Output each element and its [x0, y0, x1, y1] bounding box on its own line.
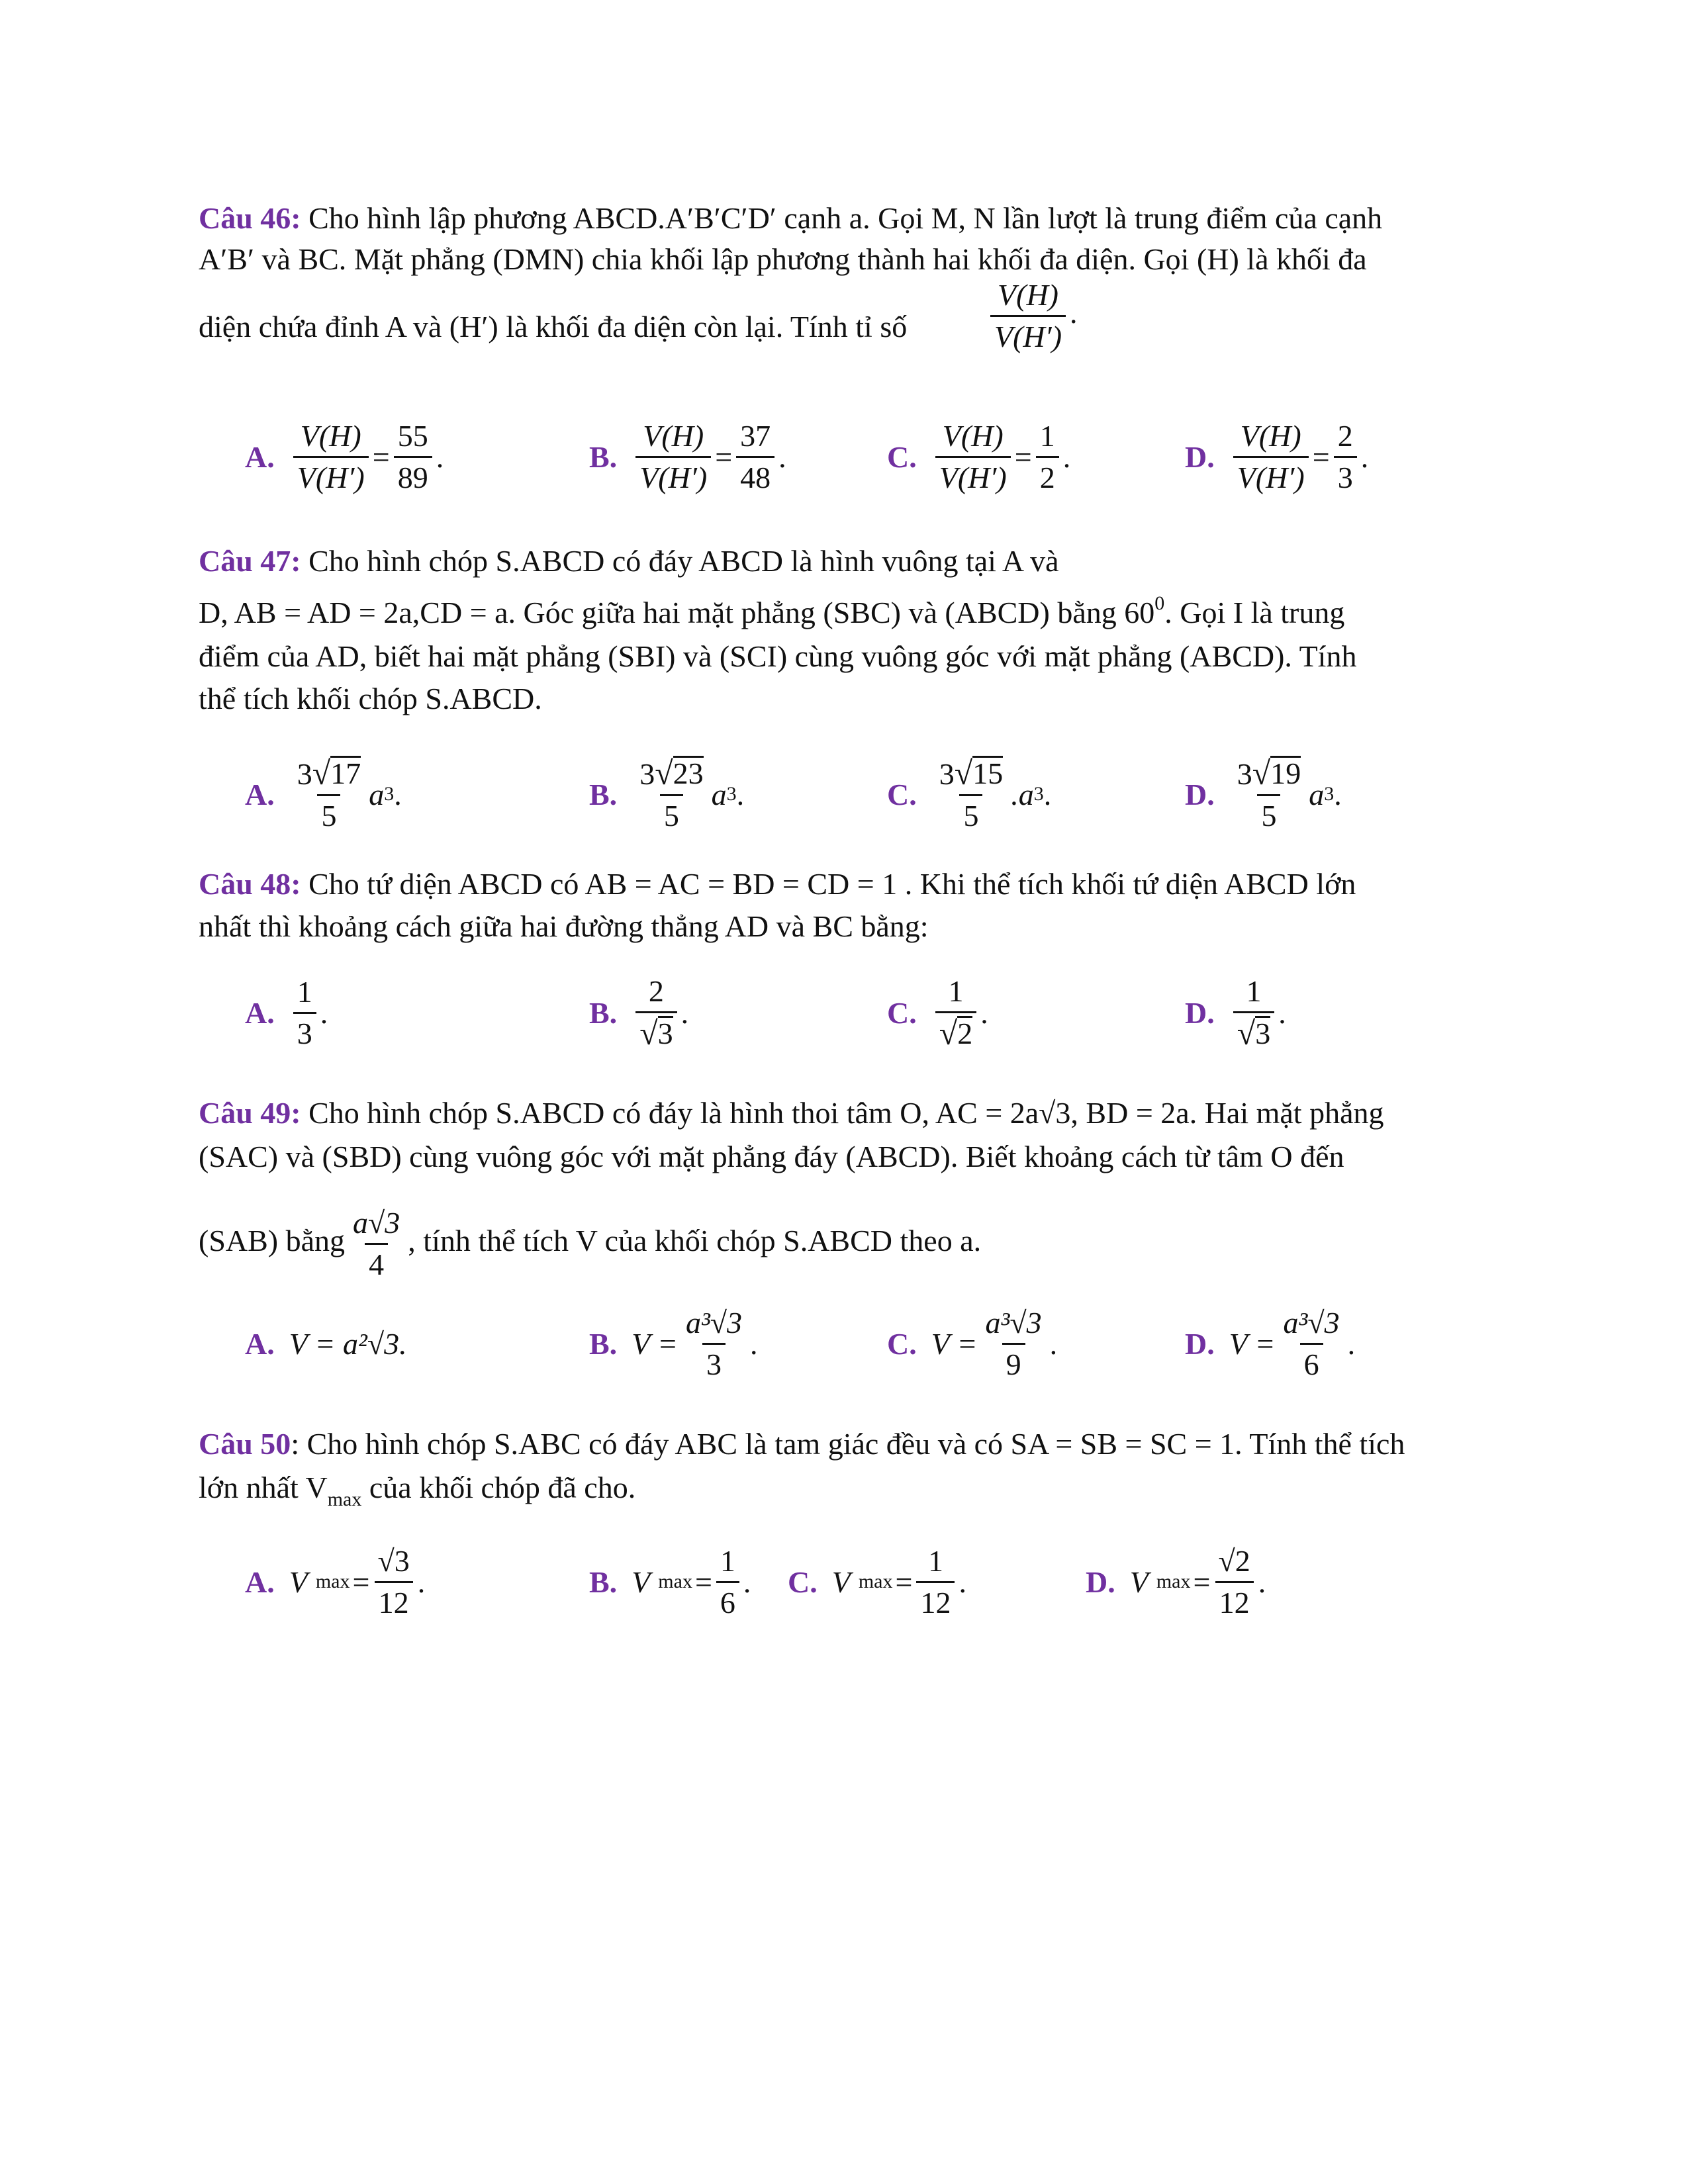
q50-option-d[interactable]: D. V max = $\frac{√2}{12}$ .	[1086, 1543, 1266, 1619]
root: 19	[1270, 756, 1301, 790]
q47-text3: điểm của AD, biết hai mặt phẳng (SBI) và (SCI) cùng vuông góc với mặt phẳng (ABCD). Tính	[199, 639, 1357, 673]
option-letter: A.	[245, 995, 275, 1030]
q49-text3b: , tính thể tích V của khối chóp S.ABCD theo a.	[408, 1224, 982, 1258]
option-letter: B.	[589, 777, 618, 811]
lhs-num: V(H)	[643, 418, 704, 453]
root: 17	[330, 756, 361, 790]
q50-option-b[interactable]: B. V max = $\frac{1}{6}$ .	[589, 1543, 751, 1619]
q50-text1: : Cho hình chóp S.ABC có đáy ABC là tam giác đều và có SA = SB = SC = 1. Tính thể tích	[291, 1427, 1405, 1461]
lhs-den: V(H′)	[1233, 456, 1309, 495]
q47-degree-sup: 0	[1154, 592, 1165, 614]
q47-line3	[199, 637, 1356, 676]
q46-option-c[interactable]: C. $\frac{V(H)}{V(H')}$ = $\frac{1}{2}$ .	[887, 418, 1071, 494]
rhs-num: 37	[740, 418, 771, 453]
num: 1	[720, 1543, 735, 1578]
q47-text4: thể tích khối chóp S.ABCD.	[199, 682, 542, 715]
num: 1	[948, 974, 964, 1008]
option-letter: C.	[887, 1326, 917, 1361]
q48-text1: Cho tứ diện ABCD có AB = AC = BD = CD = 1 . Khi thể tích khối tứ diện ABCD lớn	[301, 867, 1356, 901]
den: 3	[702, 1343, 726, 1382]
den: 5	[959, 794, 982, 833]
option-letter: A.	[245, 777, 275, 811]
q46-ratio: $\frac{V(H)}{V(H')}$ .	[986, 278, 1078, 354]
q50-option-c[interactable]: C. V max = $\frac{1}{12}$ .	[788, 1543, 966, 1619]
q47-option-c[interactable]: C. 3 √ 15 5 .a 3 .	[887, 754, 1052, 833]
q46-label: Câu 46:	[199, 201, 301, 235]
q46-text1: Cho hình lập phương ABCD.A′B′C′D′ cạnh a. Gọi M, N lần lượt là trung điểm của cạnh	[301, 201, 1383, 235]
lhs-den: V(H′)	[293, 456, 369, 495]
option-letter: A.	[245, 1565, 275, 1599]
q49-frac-num: a√3	[353, 1206, 400, 1240]
q49-option-c[interactable]: C. V = $\frac{\text{a³√3}}{9}$ .	[887, 1305, 1058, 1381]
q47-line1	[199, 541, 1059, 581]
q49-text3a: (SAB) bằng	[199, 1224, 346, 1258]
option-letter: A.	[245, 439, 275, 474]
q50-text2a: lớn nhất V	[199, 1471, 328, 1504]
coef: 3	[1237, 756, 1252, 791]
q49-label: Câu 49:	[199, 1096, 301, 1130]
num: 1	[1246, 974, 1262, 1008]
option-letter: D.	[1185, 995, 1215, 1030]
q49-option-d[interactable]: D. V = $\frac{\text{a³√3}}{6}$ .	[1185, 1305, 1356, 1381]
num: 1	[927, 1543, 943, 1578]
lhs-num: V(H)	[1240, 418, 1301, 453]
option-letter: D.	[1185, 1326, 1215, 1361]
q46-line1	[199, 199, 1382, 238]
q49-option-a[interactable]	[245, 1297, 407, 1390]
q48-option-b[interactable]: B. 2 √ 3 .	[589, 974, 689, 1052]
root: 15	[972, 756, 1004, 790]
lhs-num: V(H)	[942, 418, 1004, 453]
num: 1	[297, 974, 312, 1009]
q49-line2	[199, 1137, 1344, 1177]
q49-text1: Cho hình chóp S.ABCD có đáy là hình thoi tâm O, AC = 2a√3, BD = 2a. Hai mặt phẳng	[301, 1096, 1384, 1130]
q47-option-b[interactable]: B. 3 √ 23 5 a 3 .	[589, 754, 745, 833]
q47-option-a[interactable]: A. 3 √ 17 5 a 3 .	[245, 754, 402, 833]
option-letter: B.	[589, 995, 618, 1030]
end: .	[1043, 777, 1052, 811]
q48-option-d[interactable]: D. 1 √ 3 .	[1185, 974, 1286, 1052]
q48-option-c[interactable]: C. 1 √ 2 .	[887, 974, 988, 1052]
coef: 3	[297, 756, 312, 791]
num: √2	[1218, 1543, 1250, 1578]
prefix: V	[831, 1565, 851, 1599]
q47-option-d[interactable]: D. 3 √ 19 5 a 3 .	[1185, 754, 1342, 833]
den: 12	[375, 1581, 413, 1620]
den: 6	[716, 1581, 739, 1620]
option-letter: B.	[589, 1565, 618, 1599]
end: .	[1334, 777, 1342, 811]
rhs-den: 3	[1334, 456, 1357, 495]
option-letter: C.	[887, 439, 917, 474]
q46-line3	[199, 307, 907, 347]
tail: .a	[1011, 777, 1034, 811]
q50-option-a[interactable]: A. V max = $\frac{√3}{12}$ .	[245, 1543, 426, 1619]
rhs-num: 55	[397, 418, 428, 453]
end: .	[736, 777, 745, 811]
q46-ratio-den: V(H′)	[990, 315, 1066, 354]
q46-option-a[interactable]: A. $\frac{V(H)}{V(H')}$ = $\frac{55}{89}$ .	[245, 418, 444, 494]
q46-line2	[199, 240, 1367, 279]
q47-label: Câu 47:	[199, 544, 301, 578]
prefix: V =	[931, 1326, 978, 1361]
root: 23	[673, 756, 704, 790]
den: 6	[1300, 1343, 1323, 1382]
q48-line1	[199, 864, 1356, 904]
option-letter: C.	[887, 777, 917, 811]
q46-text2: A′B′ và BC. Mặt phẳng (DMN) chia khối lập phương thành hai khối đa diện. Gọi (H) là khối đa	[199, 242, 1367, 276]
den: 2	[957, 1016, 973, 1050]
option-letter: D.	[1086, 1565, 1115, 1599]
prefix: V	[289, 1565, 308, 1599]
q46-ratio-num: V(H)	[998, 278, 1058, 312]
option-letter: D.	[1185, 777, 1215, 811]
lhs-den: V(H′)	[635, 456, 711, 495]
den: 9	[1002, 1343, 1025, 1382]
den: 5	[317, 794, 340, 833]
rhs-den: 2	[1036, 456, 1059, 495]
tail: a	[369, 777, 385, 811]
q50-text2b: của khối chóp đã cho.	[361, 1471, 636, 1504]
rhs-num: 2	[1337, 418, 1353, 453]
q49-option-b[interactable]: B. V = $\frac{\text{a³√3}}{3}$ .	[589, 1305, 758, 1381]
den: 12	[916, 1581, 955, 1620]
q50-label: Câu 50	[199, 1427, 291, 1461]
q46-option-b[interactable]: B. $\frac{V(H)}{V(H')}$ = $\frac{37}{48}$ .	[589, 418, 786, 494]
q49-line3	[199, 1206, 981, 1282]
q49-frac-den: 4	[365, 1243, 388, 1282]
q48-label: Câu 48:	[199, 867, 301, 901]
coef: 3	[939, 756, 955, 791]
q47-line4	[199, 679, 542, 719]
q48-line2	[199, 907, 929, 946]
rhs-den: 89	[394, 456, 432, 495]
option-letter: B.	[589, 439, 618, 474]
num: a³√3	[1283, 1305, 1340, 1340]
q49-line1	[199, 1093, 1384, 1133]
q47-text1: Cho hình chóp S.ABCD có đáy ABCD là hình vuông tại A và	[301, 544, 1059, 578]
den: 5	[1257, 794, 1280, 833]
q46-option-d[interactable]: D. $\frac{V(H)}{V(H')}$ = $\frac{2}{3}$ .	[1185, 418, 1369, 494]
option-letter: C.	[887, 995, 917, 1030]
den: 12	[1215, 1581, 1254, 1620]
den: 3	[657, 1016, 673, 1050]
coef: 3	[639, 756, 655, 791]
q48-option-a[interactable]: A. $\frac{1}{3}$ .	[245, 974, 328, 1050]
prefix: V =	[1229, 1326, 1276, 1361]
q48-text2: nhất thì khoảng cách giữa hai đường thẳng AD và BC bằng:	[199, 909, 929, 943]
num: a³√3	[985, 1305, 1042, 1340]
option-letter: B.	[589, 1326, 618, 1361]
q50-line2	[199, 1468, 635, 1508]
den: 5	[660, 794, 683, 833]
q47-line2	[199, 593, 1344, 633]
option-letter: D.	[1185, 439, 1215, 474]
q49-text2: (SAC) và (SBD) cùng vuông góc với mặt phẳng đáy (ABCD). Biết khoảng cách từ tâm O đến	[199, 1140, 1344, 1173]
q46-text3: diện chứa đỉnh A và (H′) là khối đa diện còn lại. Tính tỉ số	[199, 310, 908, 343]
lhs-num: V(H)	[300, 418, 361, 453]
num: 2	[648, 974, 664, 1008]
lhs-den: V(H′)	[935, 456, 1011, 495]
prefix: V	[1129, 1565, 1149, 1599]
den: 3	[293, 1012, 316, 1051]
rhs-num: 1	[1039, 418, 1055, 453]
rhs-den: 48	[736, 456, 774, 495]
prefix: V	[632, 1565, 651, 1599]
option-text: V = a²√3.	[289, 1326, 407, 1361]
q50-vmax-sub: max	[327, 1488, 362, 1510]
prefix: V =	[632, 1326, 678, 1361]
tail: a	[1309, 777, 1325, 811]
tail: a	[711, 777, 727, 811]
den: 3	[1255, 1016, 1271, 1050]
end: .	[394, 777, 402, 811]
q47-text2-end: . Gọi I là trung	[1164, 596, 1345, 629]
num: a³√3	[686, 1305, 743, 1340]
q50-line1	[199, 1424, 1405, 1464]
num: √3	[377, 1543, 410, 1578]
option-letter: A.	[245, 1326, 275, 1361]
q47-text2: D, AB = AD = 2a,CD = a. Góc giữa hai mặt phẳng (SBC) và (ABCD) bằng 60	[199, 596, 1155, 629]
option-letter: C.	[788, 1565, 818, 1599]
